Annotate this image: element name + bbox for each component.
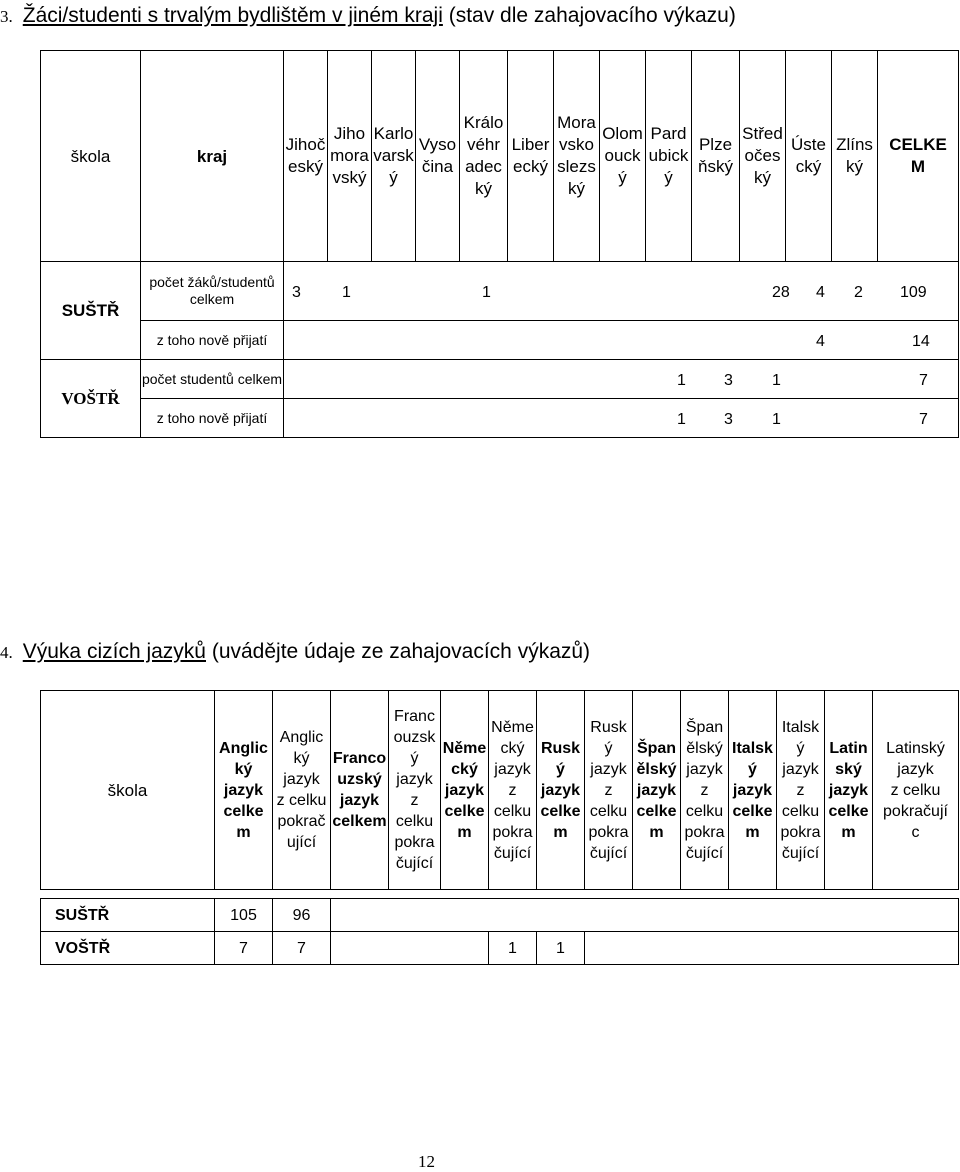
row-school: SUŠTŘ bbox=[41, 899, 215, 932]
section-4-number: 4. bbox=[0, 643, 13, 662]
header-language: Italsk ý jazyk z celku pokra čující bbox=[777, 691, 825, 890]
table-row bbox=[41, 360, 959, 399]
cell-value: 105 bbox=[215, 899, 273, 932]
row-empty bbox=[331, 932, 489, 965]
row-school: VOŠTŘ bbox=[41, 932, 215, 965]
header-region: Plze ňský bbox=[692, 51, 740, 262]
header-region: Jiho mora vský bbox=[328, 51, 372, 262]
header-language: Italsk ý jazyk celke m bbox=[729, 691, 777, 890]
header-language: Latinský jazyk z celku pokračují c bbox=[873, 691, 959, 890]
page-number: 12 bbox=[418, 1152, 435, 1171]
row-values bbox=[284, 360, 959, 399]
cell-value: 1 bbox=[677, 411, 686, 428]
header-region: Vyso čina bbox=[416, 51, 460, 262]
table-row bbox=[41, 321, 959, 360]
section-3-heading bbox=[0, 4, 736, 28]
section-3-title-rest: (stav dle zahajovacího výkazu) bbox=[442, 4, 736, 27]
header-skola: škola bbox=[41, 51, 141, 262]
header-language: Rusk ý jazyk z celku pokra čující bbox=[585, 691, 633, 890]
header-region: Mora vsko slezs ký bbox=[554, 51, 600, 262]
cell-value: 7 bbox=[919, 411, 928, 428]
cell-value: 96 bbox=[273, 899, 331, 932]
row-values bbox=[284, 321, 959, 360]
cell-value: 3 bbox=[724, 411, 733, 428]
regions-header-row bbox=[41, 51, 959, 262]
regions-table bbox=[40, 50, 959, 438]
header-language: Anglic ký jazyk celke m bbox=[215, 691, 273, 890]
section-4-title-underlined: Výuka cizích jazyků bbox=[22, 640, 206, 663]
section-3-title-underlined: Žáci/studenti s trvalým bydlištěm v jiném kraji bbox=[22, 4, 443, 27]
languages-table bbox=[40, 690, 959, 965]
header-skola: škola bbox=[41, 691, 215, 890]
header-region: Pard ubick ý bbox=[646, 51, 692, 262]
row-label: počet studentů celkem bbox=[141, 360, 284, 399]
row-label: z toho nově přijatí bbox=[141, 321, 284, 360]
cell-value: 1 bbox=[537, 932, 585, 965]
cell-value: 7 bbox=[919, 372, 928, 389]
cell-value: 2 bbox=[854, 284, 863, 301]
header-kraj: kraj bbox=[141, 51, 284, 262]
school-sustr: SUŠTŘ bbox=[41, 262, 141, 360]
table-row bbox=[41, 399, 959, 438]
header-region: Olom ouck ý bbox=[600, 51, 646, 262]
header-region: Karlo varsk ý bbox=[372, 51, 416, 262]
header-region: Jihoč eský bbox=[284, 51, 328, 262]
header-region: Liber ecký bbox=[508, 51, 554, 262]
cell-value: 109 bbox=[900, 284, 927, 301]
cell-value: 1 bbox=[772, 411, 781, 428]
cell-value: 4 bbox=[816, 284, 825, 301]
cell-value: 4 bbox=[816, 333, 825, 350]
cell-value: 1 bbox=[677, 372, 686, 389]
cell-value: 3 bbox=[724, 372, 733, 389]
section-3-number: 3. bbox=[0, 7, 13, 26]
table-row bbox=[41, 262, 959, 321]
header-region: Zlíns ký bbox=[832, 51, 878, 262]
table-row bbox=[41, 899, 959, 932]
cell-value: 3 bbox=[292, 284, 301, 301]
cell-value: 1 bbox=[482, 284, 491, 301]
row-label: z toho nově přijatí bbox=[141, 399, 284, 438]
row-values bbox=[284, 262, 959, 321]
row-empty bbox=[585, 932, 959, 965]
cell-value: 1 bbox=[342, 284, 351, 301]
header-language: Latin ský jazyk celke m bbox=[825, 691, 873, 890]
header-language: Něme cký jazyk z celku pokra čující bbox=[489, 691, 537, 890]
cell-value: 14 bbox=[912, 333, 930, 350]
school-vostr: VOŠTŘ bbox=[41, 360, 141, 438]
table-row bbox=[41, 932, 959, 965]
cell-value: 7 bbox=[273, 932, 331, 965]
languages-header-row bbox=[41, 691, 959, 890]
cell-value: 1 bbox=[489, 932, 537, 965]
cell-value: 28 bbox=[772, 284, 790, 301]
section-4-title-rest: (uvádějte údaje ze zahajovacích výkazů) bbox=[206, 640, 591, 663]
cell-value: 7 bbox=[215, 932, 273, 965]
section-4-heading bbox=[0, 640, 590, 664]
header-language: Něme cký jazyk celke m bbox=[441, 691, 489, 890]
header-region: Střed očes ký bbox=[740, 51, 786, 262]
header-total: CELKE M bbox=[878, 51, 959, 262]
header-region: Úste cký bbox=[786, 51, 832, 262]
header-region: Králo véhr adec ký bbox=[460, 51, 508, 262]
header-language: Rusk ý jazyk celke m bbox=[537, 691, 585, 890]
header-language: Anglic ký jazyk z celku pokrač ující bbox=[273, 691, 331, 890]
row-empty bbox=[331, 899, 959, 932]
header-language: Franco uzský jazyk celkem bbox=[331, 691, 389, 890]
header-language: Špan ělský jazyk celke m bbox=[633, 691, 681, 890]
header-language: Franc ouzsk ý jazyk z celku pokra čující bbox=[389, 691, 441, 890]
row-values bbox=[284, 399, 959, 438]
header-language: Špan ělský jazyk z celku pokra čující bbox=[681, 691, 729, 890]
row-label: počet žáků/studentů celkem bbox=[141, 262, 284, 321]
cell-value: 1 bbox=[772, 372, 781, 389]
